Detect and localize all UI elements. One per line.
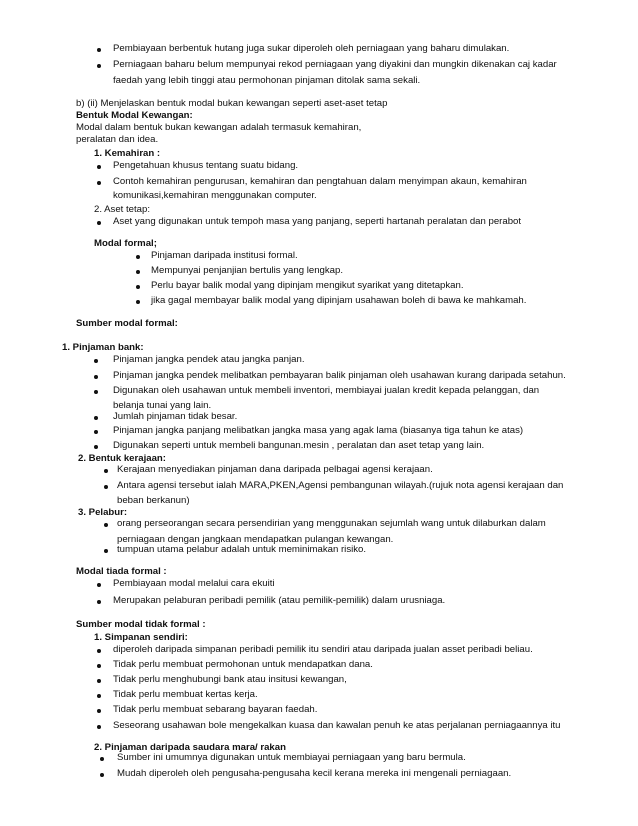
bullet-text: Pembiayaan modal melalui cara ekuiti — [113, 578, 275, 589]
bullet-icon — [94, 359, 98, 363]
bullet-text: tumpuan utama pelabur adalah untuk meminimakan risiko. — [117, 544, 367, 555]
bullet-icon — [97, 725, 101, 729]
bullet-icon — [94, 390, 98, 394]
bullet-icon — [100, 773, 104, 777]
continuation-text: perniagaan dengan jangkaan mendapatkan pulangan kewangan. — [117, 534, 394, 545]
bullet-icon — [104, 469, 108, 473]
bullet-icon — [97, 600, 101, 604]
bullet-text: Perlu bayar balik modal yang dipinjam mengikut syarikat yang ditetapkan. — [151, 280, 464, 291]
numbered-heading: 3. Pelabur: — [78, 507, 128, 518]
bullet-icon — [97, 649, 101, 653]
bullet-icon — [97, 165, 101, 169]
bullet-icon — [136, 270, 140, 274]
bullet-text: Digunakan seperti untuk membeli bangunan.mesin , peralatan dan aset tetap yang lain. — [113, 440, 485, 451]
bullet-text: Tidak perlu membuat kertas kerja. — [113, 689, 258, 700]
continuation-text: belanja tunai yang lain. — [113, 400, 212, 411]
bullet-icon — [97, 221, 101, 225]
bullet-text: Pinjaman jangka pendek atau jangka panjan. — [113, 354, 305, 365]
bullet-text: Antara agensi tersebut ialah MARA,PKEN,Agensi pembangunan wilayah.(rujuk nota agensi kerajaan dan — [117, 480, 564, 491]
continuation-text: komunikasi,kemahiran menggunakan computer. — [113, 190, 317, 201]
bullet-icon — [104, 485, 108, 489]
subsection-heading: Sumber modal formal: — [76, 318, 178, 329]
bullet-icon — [104, 549, 108, 553]
numbered-heading: 2. Bentuk kerajaan: — [78, 453, 166, 464]
bullet-icon — [94, 416, 98, 420]
bullet-icon — [97, 664, 101, 668]
bullet-icon — [136, 300, 140, 304]
bullet-text: Mudah diperoleh oleh pengusaha-pengusaha kecil kerana mereka ini mengenali perniagaan. — [117, 768, 512, 779]
subsection-heading: Sumber modal tidak formal : — [76, 619, 206, 630]
numbered-heading: 1. Pinjaman bank: — [62, 342, 144, 353]
bullet-icon — [97, 679, 101, 683]
numbered-heading: 1. Simpanan sendiri: — [94, 632, 188, 643]
subsection-heading: Modal formal; — [94, 238, 157, 249]
section-title: Bentuk Modal Kewangan: — [76, 110, 193, 121]
bullet-text: Digunakan oleh usahawan untuk membeli inventori, membiayai jualan kredit kepada pelanggan, dan — [113, 385, 540, 396]
bullet-icon — [104, 523, 108, 527]
bullet-text: Pinjaman jangka panjang melibatkan jangka masa yang agak lama (biasanya tiga tahun ke atas) — [113, 425, 524, 436]
numbered-heading: 1. Kemahiran : — [94, 148, 161, 159]
bullet-text: orang perseorangan secara persendirian yang menggunakan sejumlah wang untuk dilaburkan dalam — [117, 518, 546, 529]
bullet-text: Pinjaman daripada institusi formal. — [151, 250, 298, 261]
bullet-text: Merupakan pelaburan peribadi pemilik (atau pemilik-pemilik) dalam urusniaga. — [113, 595, 446, 606]
bullet-icon — [97, 64, 101, 68]
bullet-text: Seseorang usahawan bole mengekalkan kuasa dan kawalan penuh ke atas perjalanan perniagaannya itu — [113, 720, 561, 731]
bullet-text: Jumlah pinjaman tidak besar. — [113, 411, 238, 422]
bullet-text: Mempunyai penjanjian bertulis yang lengkap. — [151, 265, 343, 276]
bullet-icon — [100, 757, 104, 761]
bullet-icon — [97, 709, 101, 713]
bullet-text: Kerajaan menyediakan pinjaman dana daripada pelbagai agensi kerajaan. — [117, 464, 433, 475]
bullet-icon — [94, 430, 98, 434]
bullet-icon — [94, 375, 98, 379]
bullet-text: Tidak perlu menghubungi bank atau insitusi kewangan, — [113, 674, 347, 685]
bullet-text: jika gagal membayar balik modal yang dipinjam usahawan boleh di bawa ke mahkamah. — [151, 295, 527, 306]
numbered-heading: 2. Pinjaman daripada saudara mara/ rakan — [94, 742, 286, 753]
continuation-text: beban berkanun) — [117, 495, 190, 506]
bullet-icon — [97, 583, 101, 587]
paragraph-text: peralatan dan idea. — [76, 134, 159, 145]
bullet-icon — [97, 181, 101, 185]
bullet-icon — [97, 48, 101, 52]
paragraph-text: Modal dalam bentuk bukan kewangan adalah termasuk kemahiran, — [76, 122, 362, 133]
bullet-text: Pembiayaan berbentuk hutang juga sukar diperoleh oleh perniagaan yang baharu dimulakan. — [113, 43, 510, 54]
bullet-text: Perniagaan baharu belum mempunyai rekod perniagaan yang diyakini dan mungkin dikenakan caj kadar — [113, 59, 557, 70]
section-heading: b) (ii) Menjelaskan bentuk modal bukan kewangan seperti aset-aset tetap — [76, 98, 388, 109]
bullet-text: Contoh kemahiran pengurusan, kemahiran dan pengtahuan dalam menyimpan akaun, kemahiran — [113, 176, 527, 187]
bullet-icon — [97, 694, 101, 698]
bullet-text: Pengetahuan khusus tentang suatu bidang. — [113, 160, 299, 171]
bullet-icon — [94, 445, 98, 449]
bullet-text: Tidak perlu membuat sebarang bayaran faedah. — [113, 704, 318, 715]
numbered-heading: 2. Aset tetap: — [94, 204, 151, 215]
bullet-text: diperoleh daripada simpanan peribadi pemilik itu sendiri atau daripada jualan asset peribadi beliau. — [113, 644, 533, 655]
continuation-text: faedah yang lebih tinggi atau permohonan pinjaman ditolak sama sekali. — [113, 75, 421, 86]
bullet-text: Tidak perlu membuat permohonan untuk mendapatkan dana. — [113, 659, 373, 670]
bullet-icon — [136, 255, 140, 259]
bullet-icon — [136, 285, 140, 289]
subsection-heading: Modal tiada formal : — [76, 566, 167, 577]
bullet-text: Pinjaman jangka pendek melibatkan pembayaran balik pinjaman oleh usahawan kurang daripada setahun. — [113, 370, 566, 381]
bullet-text: Aset yang digunakan untuk tempoh masa yang panjang, seperti hartanah peralatan dan perabot — [113, 216, 522, 227]
bullet-text: Sumber ini umumnya digunakan untuk membiayai perniagaan yang baru bermula. — [117, 752, 466, 763]
